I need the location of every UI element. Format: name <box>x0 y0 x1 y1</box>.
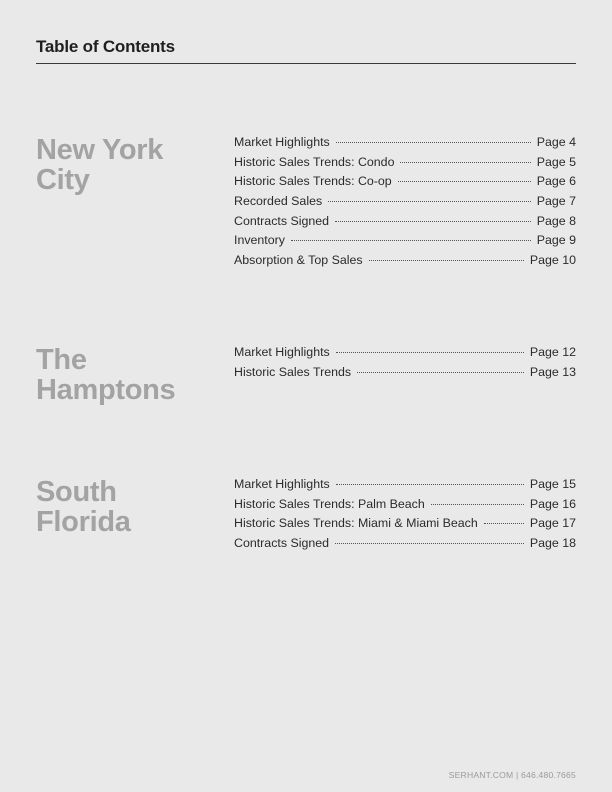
toc-entry-page: Page 12 <box>529 345 576 359</box>
toc-entries <box>234 345 576 384</box>
toc-entry-label: Recorded Sales <box>234 194 323 209</box>
toc-entry-page: Page 16 <box>529 496 576 511</box>
toc-entry-page: Page 7 <box>536 194 576 209</box>
toc-entry-page: Page 13 <box>529 364 576 379</box>
toc-entry[interactable] <box>234 253 576 273</box>
toc-entry-page: Page 15 <box>529 477 576 491</box>
toc-entry-label: Absorption & Top Sales <box>234 253 363 268</box>
toc-entries <box>234 477 576 556</box>
toc-entry-label: Contracts Signed <box>234 213 330 228</box>
dot-leader <box>357 372 524 373</box>
toc-entry[interactable] <box>234 233 576 253</box>
toc-entry-label: Historic Sales Trends: Palm Beach <box>234 496 425 511</box>
dot-leader <box>328 201 531 202</box>
toc-entry[interactable] <box>234 516 576 536</box>
toc-entry-label: Market Highlights <box>234 135 330 149</box>
section-title <box>36 345 226 405</box>
toc-entry-label: Historic Sales Trends: Miami & Miami Beach <box>234 516 478 531</box>
toc-entry-label: Historic Sales Trends <box>234 364 352 379</box>
toc-entry-page: Page 4 <box>536 135 576 149</box>
toc-entry-page: Page 6 <box>536 174 576 189</box>
toc-entry-page: Page 9 <box>536 233 576 248</box>
section-title-line: City <box>36 164 90 196</box>
dot-leader <box>336 352 524 353</box>
toc-entry-page: Page 17 <box>529 516 576 531</box>
section-title-line: South <box>36 476 117 508</box>
toc-entry-page: Page 8 <box>536 213 576 228</box>
dot-leader <box>369 260 524 261</box>
toc-entry-label: Contracts Signed <box>234 536 330 551</box>
toc-entries <box>234 135 576 273</box>
dot-leader <box>335 221 531 222</box>
toc-entry[interactable] <box>234 345 576 365</box>
toc-entry-label: Market Highlights <box>234 345 330 359</box>
toc-entry-label: Historic Sales Trends: Co-op <box>234 174 392 189</box>
toc-entry-page: Page 18 <box>529 536 576 551</box>
toc-entry-page: Page 5 <box>536 154 576 169</box>
toc-entry[interactable] <box>234 155 576 175</box>
header-divider <box>36 63 576 64</box>
toc-entry[interactable] <box>234 135 576 155</box>
section-title-line: Hamptons <box>36 374 176 406</box>
dot-leader <box>431 504 524 505</box>
toc-entry-label: Inventory <box>234 233 285 248</box>
toc-entry[interactable] <box>234 477 576 497</box>
footer-contact: SERHANT.COM | 646.480.7665 <box>448 770 576 780</box>
toc-entry-label: Market Highlights <box>234 477 330 491</box>
dot-leader <box>291 240 531 241</box>
toc-entry[interactable] <box>234 214 576 234</box>
toc-entry-label: Historic Sales Trends: Condo <box>234 154 395 169</box>
toc-entry[interactable] <box>234 174 576 194</box>
dot-leader <box>335 543 524 544</box>
toc-entry[interactable] <box>234 194 576 214</box>
section-title-line: The <box>36 344 87 376</box>
dot-leader <box>398 181 531 182</box>
dot-leader <box>336 142 531 143</box>
page-title: Table of Contents <box>36 37 175 56</box>
section-title <box>36 477 226 537</box>
toc-entry[interactable] <box>234 536 576 556</box>
section-title <box>36 135 226 195</box>
toc-entry[interactable] <box>234 365 576 385</box>
toc-entry-page: Page 10 <box>529 253 576 268</box>
dot-leader <box>484 523 524 524</box>
dot-leader <box>400 162 530 163</box>
dot-leader <box>336 484 524 485</box>
section-title-line: New York <box>36 134 164 166</box>
section-title-line: Florida <box>36 506 131 538</box>
toc-entry[interactable] <box>234 497 576 517</box>
